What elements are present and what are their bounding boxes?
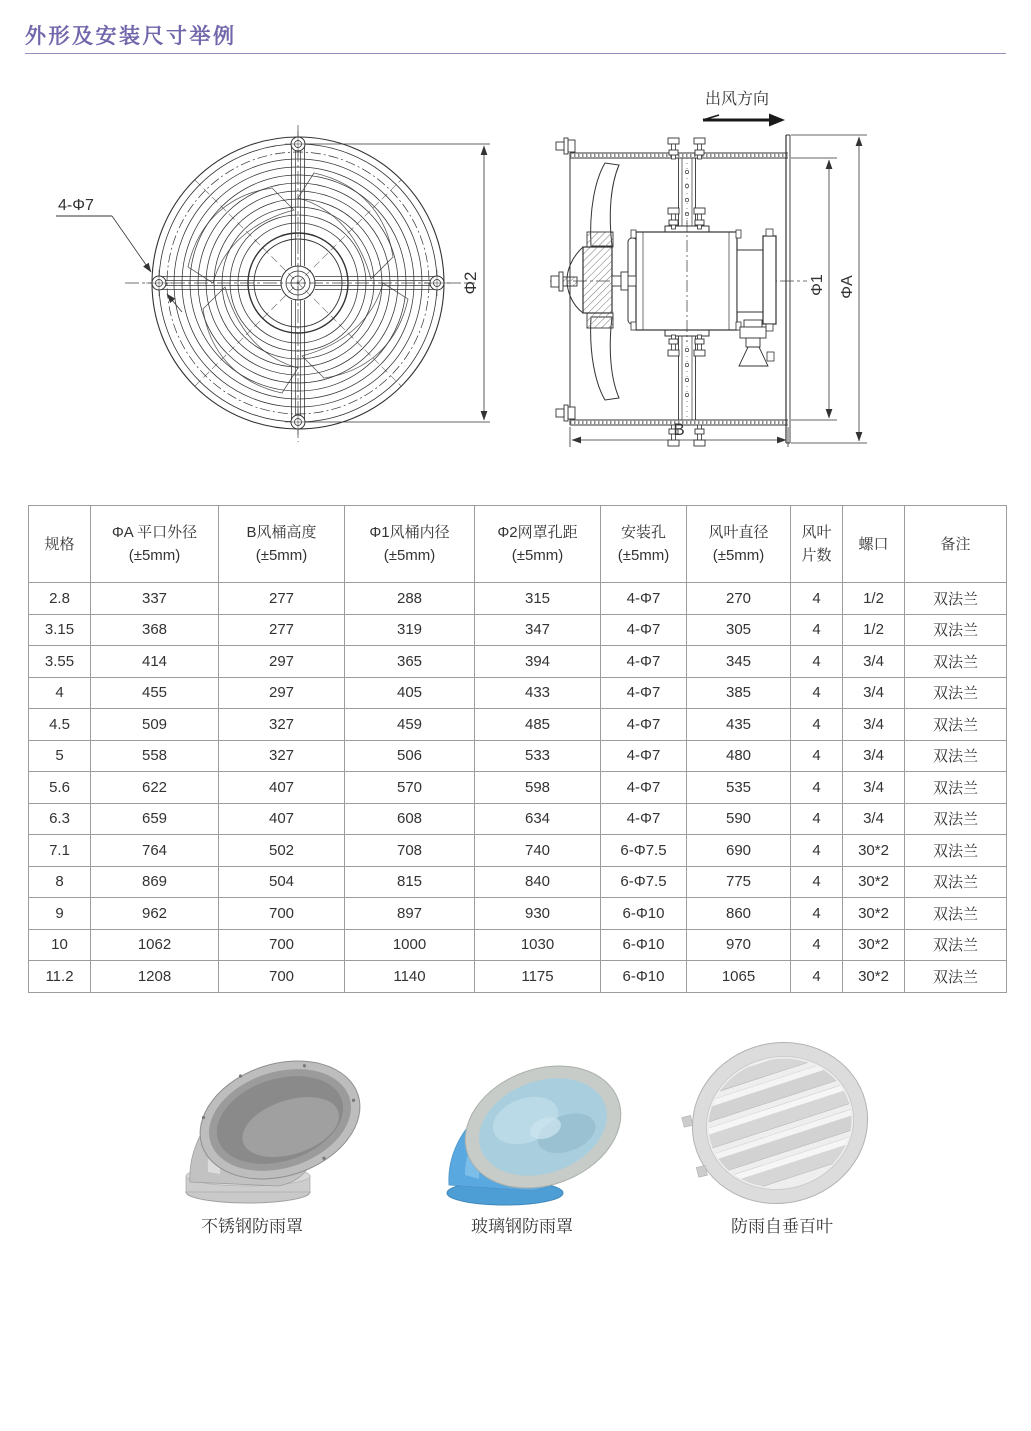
table-cell: 345 <box>687 646 791 678</box>
table-cell: 405 <box>345 677 475 709</box>
table-cell: 30*2 <box>843 835 905 867</box>
table-cell: 3/4 <box>843 772 905 804</box>
table-cell: 6.3 <box>29 803 91 835</box>
table-cell: 30*2 <box>843 898 905 930</box>
column-header: 风叶 片数 <box>791 506 843 583</box>
table-cell: 3/4 <box>843 803 905 835</box>
table-cell: 30*2 <box>843 961 905 993</box>
impeller <box>551 163 636 400</box>
table-cell: 4-Φ7 <box>601 677 687 709</box>
table-cell: 双法兰 <box>905 709 1007 741</box>
table-cell: 4-Φ7 <box>601 583 687 615</box>
table-row <box>29 898 1007 930</box>
table-cell: 860 <box>687 898 791 930</box>
table-cell: 4-Φ7 <box>601 740 687 772</box>
table-row <box>29 929 1007 961</box>
table-cell: 815 <box>345 866 475 898</box>
table-cell: 622 <box>91 772 219 804</box>
table-cell: 506 <box>345 740 475 772</box>
table-cell: 8 <box>29 866 91 898</box>
page-title: 外形及安装尺寸举例 <box>25 25 237 48</box>
table-row <box>29 835 1007 867</box>
table-cell: 407 <box>219 772 345 804</box>
table-cell: 11.2 <box>29 961 91 993</box>
table-row <box>29 772 1007 804</box>
table-cell: 700 <box>219 898 345 930</box>
table-cell: 30*2 <box>843 929 905 961</box>
air-direction-label: 出风方向 <box>704 91 770 108</box>
table-cell: 6-Φ7.5 <box>601 835 687 867</box>
product-label-louver: 防雨自垂百叶 <box>731 1217 833 1236</box>
table-cell: 1030 <box>475 929 601 961</box>
table-cell: 509 <box>91 709 219 741</box>
table-cell: 277 <box>219 614 345 646</box>
mount-hole-label: 4-Φ7 <box>58 197 94 214</box>
product-label-stainless: 不锈钢防雨罩 <box>201 1217 303 1236</box>
table-cell: 775 <box>687 866 791 898</box>
table-cell: 5.6 <box>29 772 91 804</box>
table-cell: 9 <box>29 898 91 930</box>
table-row <box>29 803 1007 835</box>
table-cell: 6-Φ10 <box>601 898 687 930</box>
table-cell: 485 <box>475 709 601 741</box>
table-cell: 1065 <box>687 961 791 993</box>
table-cell: 双法兰 <box>905 929 1007 961</box>
table-cell: 365 <box>345 646 475 678</box>
table-cell: 4 <box>791 961 843 993</box>
table-cell: 4 <box>791 898 843 930</box>
table-cell: 4 <box>791 677 843 709</box>
table-cell: 337 <box>91 583 219 615</box>
table-cell: 394 <box>475 646 601 678</box>
product-image-frp-cover <box>425 1045 645 1210</box>
table-cell: 3/4 <box>843 646 905 678</box>
table-cell: 590 <box>687 803 791 835</box>
table-cell: 327 <box>219 740 345 772</box>
table-cell: 407 <box>219 803 345 835</box>
dimension-phi1 <box>791 158 837 420</box>
table-cell: 5 <box>29 740 91 772</box>
table-cell: 4-Φ7 <box>601 709 687 741</box>
column-header: 规格 <box>29 506 91 583</box>
table-cell: 897 <box>345 898 475 930</box>
table-cell: 4 <box>791 614 843 646</box>
table-cell: 708 <box>345 835 475 867</box>
table-cell: 962 <box>91 898 219 930</box>
table-cell: 455 <box>91 677 219 709</box>
table-cell: 319 <box>345 614 475 646</box>
column-header: 螺口 <box>843 506 905 583</box>
table-cell: 4 <box>29 677 91 709</box>
table-cell: 558 <box>91 740 219 772</box>
title-divider <box>25 53 1006 54</box>
table-cell: 4-Φ7 <box>601 803 687 835</box>
table-cell: 270 <box>687 583 791 615</box>
table-cell: 1140 <box>345 961 475 993</box>
table-cell: 690 <box>687 835 791 867</box>
table-cell: 4-Φ7 <box>601 646 687 678</box>
table-cell: 双法兰 <box>905 866 1007 898</box>
table-cell: 双法兰 <box>905 772 1007 804</box>
table-cell: 869 <box>91 866 219 898</box>
table-cell: 930 <box>475 898 601 930</box>
table-cell: 4-Φ7 <box>601 772 687 804</box>
table-cell: 4 <box>791 740 843 772</box>
table-row <box>29 614 1007 646</box>
table-cell: 297 <box>219 646 345 678</box>
phi2-label: Φ2 <box>461 271 480 295</box>
table-cell: 10 <box>29 929 91 961</box>
column-header: B风桶高度 (±5mm) <box>219 506 345 583</box>
table-cell: 740 <box>475 835 601 867</box>
table-cell: 4.5 <box>29 709 91 741</box>
column-header: ΦA 平口外径 (±5mm) <box>91 506 219 583</box>
table-cell: 608 <box>345 803 475 835</box>
table-cell: 4 <box>791 866 843 898</box>
table-cell: 570 <box>345 772 475 804</box>
front-centerlines <box>125 125 475 442</box>
column-header: 安装孔 (±5mm) <box>601 506 687 583</box>
b-label: B <box>673 420 685 439</box>
phiA-label: ΦA <box>839 275 856 299</box>
air-direction <box>703 90 785 127</box>
table-cell: 347 <box>475 614 601 646</box>
table-row <box>29 866 1007 898</box>
table-cell: 30*2 <box>843 866 905 898</box>
table-cell: 双法兰 <box>905 898 1007 930</box>
table-cell: 327 <box>219 709 345 741</box>
table-cell: 840 <box>475 866 601 898</box>
column-header: Φ1风桶内径 (±5mm) <box>345 506 475 583</box>
table-cell: 700 <box>219 961 345 993</box>
table-cell: 1175 <box>475 961 601 993</box>
product-label-frp: 玻璃钢防雨罩 <box>471 1217 573 1236</box>
table-row <box>29 709 1007 741</box>
spec-table <box>28 505 1007 993</box>
product-image-stainless-cover <box>160 1042 380 1207</box>
table-cell: 764 <box>91 835 219 867</box>
column-header: Φ2网罩孔距 (±5mm) <box>475 506 601 583</box>
table-cell: 315 <box>475 583 601 615</box>
table-cell: 6-Φ10 <box>601 961 687 993</box>
table-cell: 970 <box>687 929 791 961</box>
column-header: 备注 <box>905 506 1007 583</box>
table-header-row <box>29 506 1007 583</box>
table-cell: 1208 <box>91 961 219 993</box>
side-view-drawing <box>545 80 885 480</box>
table-cell: 4 <box>791 772 843 804</box>
table-cell: 3/4 <box>843 709 905 741</box>
air-direction-arrow-icon <box>769 114 785 127</box>
table-cell: 4 <box>791 835 843 867</box>
table-cell: 1062 <box>91 929 219 961</box>
table-cell: 4 <box>791 803 843 835</box>
table-cell: 385 <box>687 677 791 709</box>
table-cell: 6-Φ7.5 <box>601 866 687 898</box>
table-cell: 504 <box>219 866 345 898</box>
table-cell: 3.55 <box>29 646 91 678</box>
table-cell: 双法兰 <box>905 835 1007 867</box>
table-cell: 659 <box>91 803 219 835</box>
table-cell: 双法兰 <box>905 961 1007 993</box>
table-cell: 433 <box>475 677 601 709</box>
table-cell: 533 <box>475 740 601 772</box>
table-cell: 3.15 <box>29 614 91 646</box>
product-image-louver <box>668 1038 903 1208</box>
table-cell: 双法兰 <box>905 677 1007 709</box>
table-row <box>29 583 1007 615</box>
table-cell: 288 <box>345 583 475 615</box>
table-cell: 6-Φ10 <box>601 929 687 961</box>
table-cell: 3/4 <box>843 740 905 772</box>
table-cell: 435 <box>687 709 791 741</box>
table-cell: 双法兰 <box>905 803 1007 835</box>
table-cell: 4-Φ7 <box>601 614 687 646</box>
table-cell: 459 <box>345 709 475 741</box>
table-cell: 双法兰 <box>905 614 1007 646</box>
column-header: 风叶直径 (±5mm) <box>687 506 791 583</box>
mount-hole-callout <box>56 197 182 312</box>
table-cell: 双法兰 <box>905 740 1007 772</box>
table-cell: 1000 <box>345 929 475 961</box>
table-cell: 502 <box>219 835 345 867</box>
table-cell: 1/2 <box>843 614 905 646</box>
table-cell: 3/4 <box>843 677 905 709</box>
table-row <box>29 677 1007 709</box>
table-row <box>29 740 1007 772</box>
table-cell: 双法兰 <box>905 646 1007 678</box>
table-cell: 双法兰 <box>905 583 1007 615</box>
table-cell: 4 <box>791 583 843 615</box>
table-cell: 7.1 <box>29 835 91 867</box>
table-cell: 535 <box>687 772 791 804</box>
table-cell: 1/2 <box>843 583 905 615</box>
table-cell: 4 <box>791 929 843 961</box>
table-cell: 297 <box>219 677 345 709</box>
table-cell: 480 <box>687 740 791 772</box>
table-cell: 305 <box>687 614 791 646</box>
table-cell: 2.8 <box>29 583 91 615</box>
table-cell: 4 <box>791 646 843 678</box>
table-cell: 277 <box>219 583 345 615</box>
table-cell: 634 <box>475 803 601 835</box>
table-cell: 368 <box>91 614 219 646</box>
table-cell: 598 <box>475 772 601 804</box>
table-row <box>29 646 1007 678</box>
table-cell: 414 <box>91 646 219 678</box>
table-row <box>29 961 1007 993</box>
table-cell: 700 <box>219 929 345 961</box>
phi1-label: Φ1 <box>809 274 826 296</box>
table-cell: 4 <box>791 709 843 741</box>
front-view-drawing <box>30 80 530 490</box>
